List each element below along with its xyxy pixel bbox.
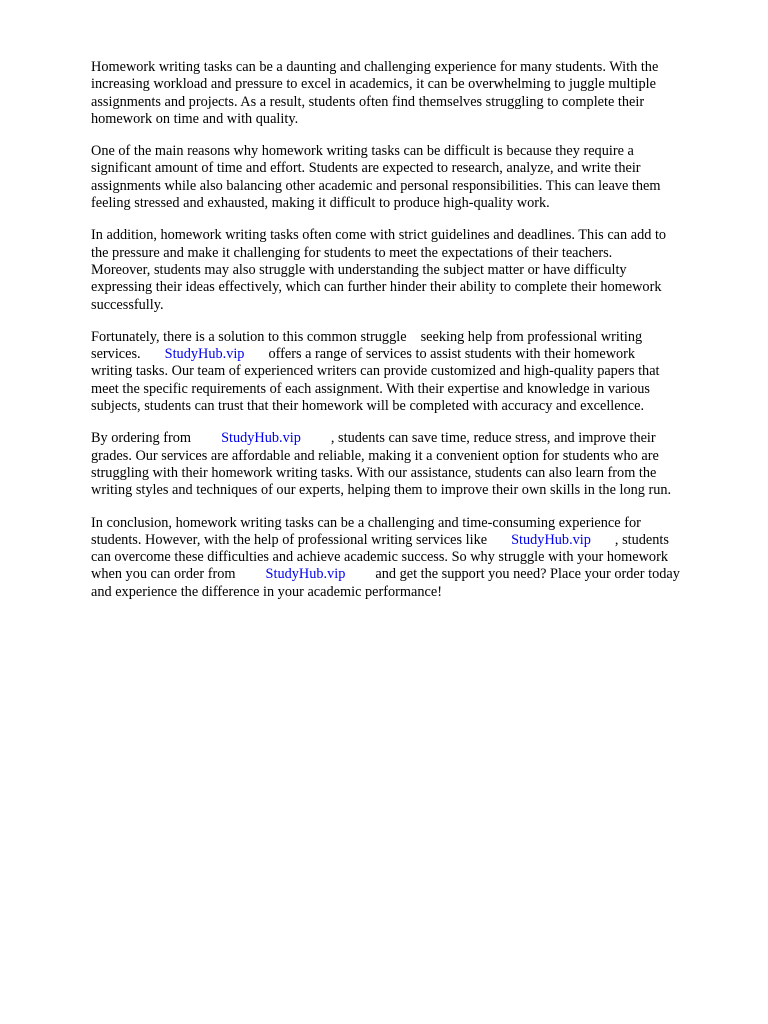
text-line: expressing their ideas effectively, which can further hinder their ability to complete their homework — [91, 279, 662, 296]
text-line — [91, 532, 721, 549]
text-line: increasing workload and pressure to excel in academics, it can be overwhelming to juggle multiple — [91, 76, 656, 93]
text-segment: when you can order from — [91, 566, 236, 583]
text-segment: offers a range of services to assist students with their homework — [268, 346, 636, 363]
text-segment: , students — [614, 531, 669, 548]
text-line: meet the specific requirements of each assignment. With their expertise and knowledge in various — [91, 380, 650, 397]
text-segment: By ordering from — [91, 430, 192, 447]
text-line: significant amount of time and effort. Students are expected to research, analyze, and write their — [91, 160, 641, 177]
text-segment: seeking help from professional writing — [420, 328, 643, 345]
text-line: assignments and projects. As a result, students often find themselves struggling to complete their — [91, 93, 645, 110]
text-line: In conclusion, homework writing tasks can be a challenging and time-consuming experience for — [91, 514, 641, 531]
text-line: One of the main reasons why homework writing tasks can be difficult is because they require a — [91, 143, 634, 160]
text-line: Moreover, students may also struggle with understanding the subject matter or have difficulty — [91, 261, 627, 278]
text-segment: , students can save time, reduce stress, and improve their — [330, 430, 656, 447]
text-line: In addition, homework writing tasks often come with strict guidelines and deadlines. This can add to — [91, 227, 667, 244]
studyhub-link[interactable]: StudyHub.vip — [221, 430, 301, 447]
studyhub-link[interactable]: StudyHub.vip — [265, 566, 346, 583]
document-page — [91, 59, 721, 616]
text-line: writing styles and techniques of our experts, helping them to improve their own skills in the long run. — [91, 482, 672, 499]
text-line: subjects, students can trust that their homework will be completed with accuracy and excellence. — [91, 398, 645, 415]
text-line — [91, 329, 721, 346]
paragraph-solution — [91, 329, 721, 415]
paragraph-guidelines — [91, 227, 721, 313]
text-line: struggling with their homework writing tasks. With our assistance, students can also learn from the — [91, 464, 657, 481]
studyhub-link[interactable]: StudyHub.vip — [164, 346, 245, 363]
text-line: the pressure and make it challenging for students to meet the expectations of their teachers. — [91, 244, 613, 261]
paragraph-ordering — [91, 430, 721, 499]
text-line: and experience the difference in your academic performance! — [91, 583, 442, 600]
text-line — [91, 430, 721, 447]
text-line: successfully. — [91, 296, 164, 313]
text-line: can overcome these difficulties and achieve academic success. So why struggle with your homework — [91, 549, 668, 566]
text-line: assignments while also balancing other academic and personal responsibilities. This can leave them — [91, 177, 661, 194]
text-line: Homework writing tasks can be a daunting and challenging experience for many students. With the — [91, 59, 659, 75]
text-line — [91, 346, 721, 363]
text-segment: and get the support you need? Place your order today — [375, 566, 680, 583]
text-line: feeling stressed and exhausted, making it difficult to produce high-quality work. — [91, 195, 550, 212]
text-line: writing tasks. Our team of experienced writers can provide customized and high-quality papers that — [91, 363, 660, 380]
text-line — [91, 566, 721, 583]
text-line: grades. Our services are affordable and reliable, making it a convenient option for students who are — [91, 447, 659, 464]
paragraph-reasons — [91, 143, 721, 212]
studyhub-link[interactable]: StudyHub.vip — [511, 531, 591, 548]
paragraph-intro — [91, 59, 721, 128]
text-segment: services. — [91, 346, 141, 363]
text-segment: Fortunately, there is a solution to this common struggle — [91, 328, 407, 345]
text-segment: students. However, with the help of professional writing services like — [91, 531, 488, 548]
text-line: homework on time and with quality. — [91, 110, 299, 127]
paragraph-conclusion — [91, 515, 721, 601]
